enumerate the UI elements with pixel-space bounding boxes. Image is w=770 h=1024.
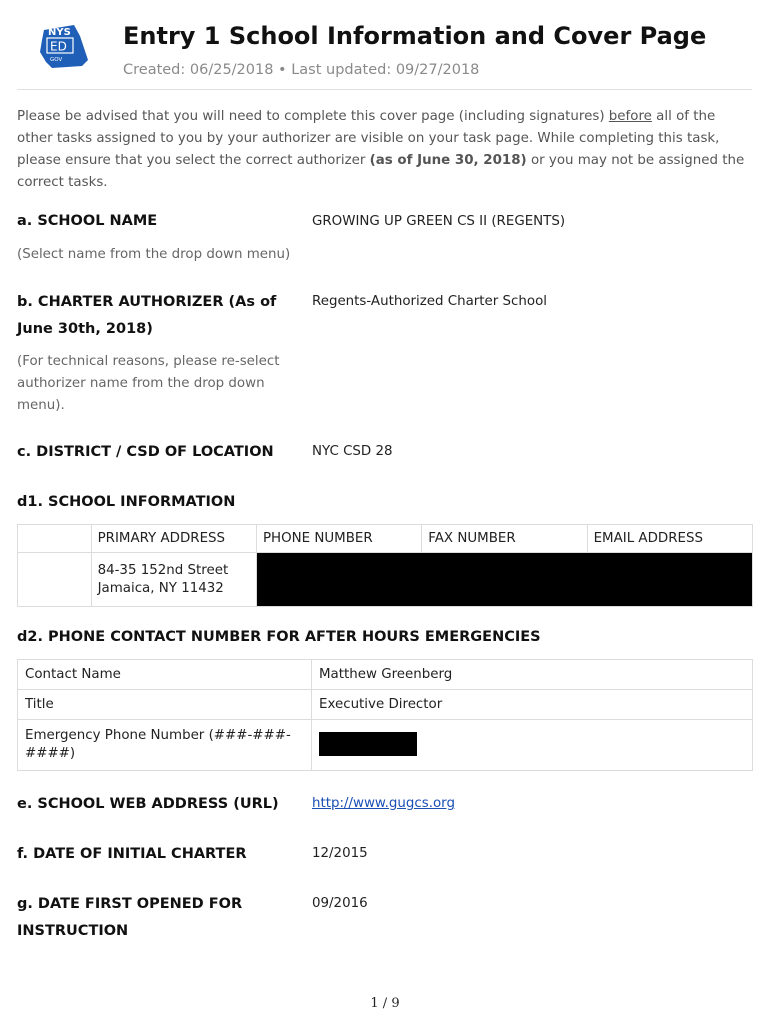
emergency-title: d2. PHONE CONTACT NUMBER FOR AFTER HOURS EMERGENCIES — [17, 629, 541, 645]
contact-name-label: Contact Name — [18, 660, 312, 690]
school-name-label: a. SCHOOL NAME — [17, 213, 158, 229]
emergency-table — [17, 659, 753, 771]
first-opened-value: 09/2016 — [312, 896, 368, 911]
initial-charter-label: f. DATE OF INITIAL CHARTER — [17, 846, 247, 862]
document-dates: Created: 06/25/2018 • Last updated: 09/27/2018 — [123, 62, 480, 78]
school-name-hint: (Select name from the drop down menu) — [17, 247, 291, 262]
address-line-1: 84-35 152nd Street — [97, 563, 229, 578]
page-number: 1 / 9 — [370, 996, 400, 1011]
web-address-label: e. SCHOOL WEB ADDRESS (URL) — [17, 796, 279, 812]
table-header: EMAIL ADDRESS — [587, 525, 752, 553]
table-row — [18, 720, 753, 771]
title-label: Title — [18, 690, 312, 720]
table-row — [18, 660, 753, 690]
primary-address-cell — [91, 553, 256, 607]
emergency-phone-value — [312, 720, 753, 771]
school-info-table — [17, 524, 753, 607]
authorizer-label: b. CHARTER AUTHORIZER (As of June 30th, 2018) — [17, 294, 277, 337]
nysed-logo — [34, 22, 90, 70]
table-row — [18, 690, 753, 720]
school-name-value: GROWING UP GREEN CS II (REGENTS) — [312, 214, 566, 229]
svg-text:NYS: NYS — [48, 27, 71, 38]
table-cell-empty — [18, 525, 92, 553]
emphasis-before: before — [608, 109, 652, 124]
intro-paragraph: Please be advised that you will need to complete this cover page (including signatures) before all of the other tasks assigned to you by your authorizer are visible on your task page. While completing this task, please ensure that you select the correct authorizer (as of June 30, 2018) or you may not be assigned the correct tasks. — [17, 109, 745, 190]
page-title: Entry 1 School Information and Cover Page — [123, 22, 707, 50]
authorizer-value: Regents-Authorized Charter School — [312, 294, 548, 309]
title-value: Executive Director — [312, 690, 753, 720]
district-value: NYC CSD 28 — [312, 444, 393, 459]
first-opened-label: g. DATE FIRST OPENED FOR INSTRUCTION — [17, 896, 243, 939]
redacted-contact-info — [256, 553, 752, 607]
initial-charter-value: 12/2015 — [312, 846, 368, 861]
table-header: PRIMARY ADDRESS — [91, 525, 256, 553]
emergency-phone-label: Emergency Phone Number (###-###-####) — [18, 720, 312, 771]
table-header: PHONE NUMBER — [256, 525, 421, 553]
table-row — [18, 553, 753, 607]
contact-name-value: Matthew Greenberg — [312, 660, 753, 690]
school-info-title: d1. SCHOOL INFORMATION — [17, 494, 236, 510]
address-line-2: Jamaica, NY 11432 — [97, 581, 224, 596]
table-header: FAX NUMBER — [422, 525, 587, 553]
svg-text:GOV: GOV — [50, 57, 63, 63]
header-divider — [17, 89, 752, 90]
redacted-phone — [319, 732, 417, 756]
emphasis-date: (as of June 30, 2018) — [369, 153, 527, 168]
table-cell-empty — [18, 553, 92, 607]
school-website-link[interactable]: http://www.gugcs.org — [312, 796, 455, 811]
district-label: c. DISTRICT / CSD OF LOCATION — [17, 444, 274, 460]
table-row — [18, 525, 753, 553]
authorizer-hint: (For technical reasons, please re-select authorizer name from the drop down menu). — [17, 354, 280, 413]
svg-text:ED: ED — [50, 39, 67, 54]
